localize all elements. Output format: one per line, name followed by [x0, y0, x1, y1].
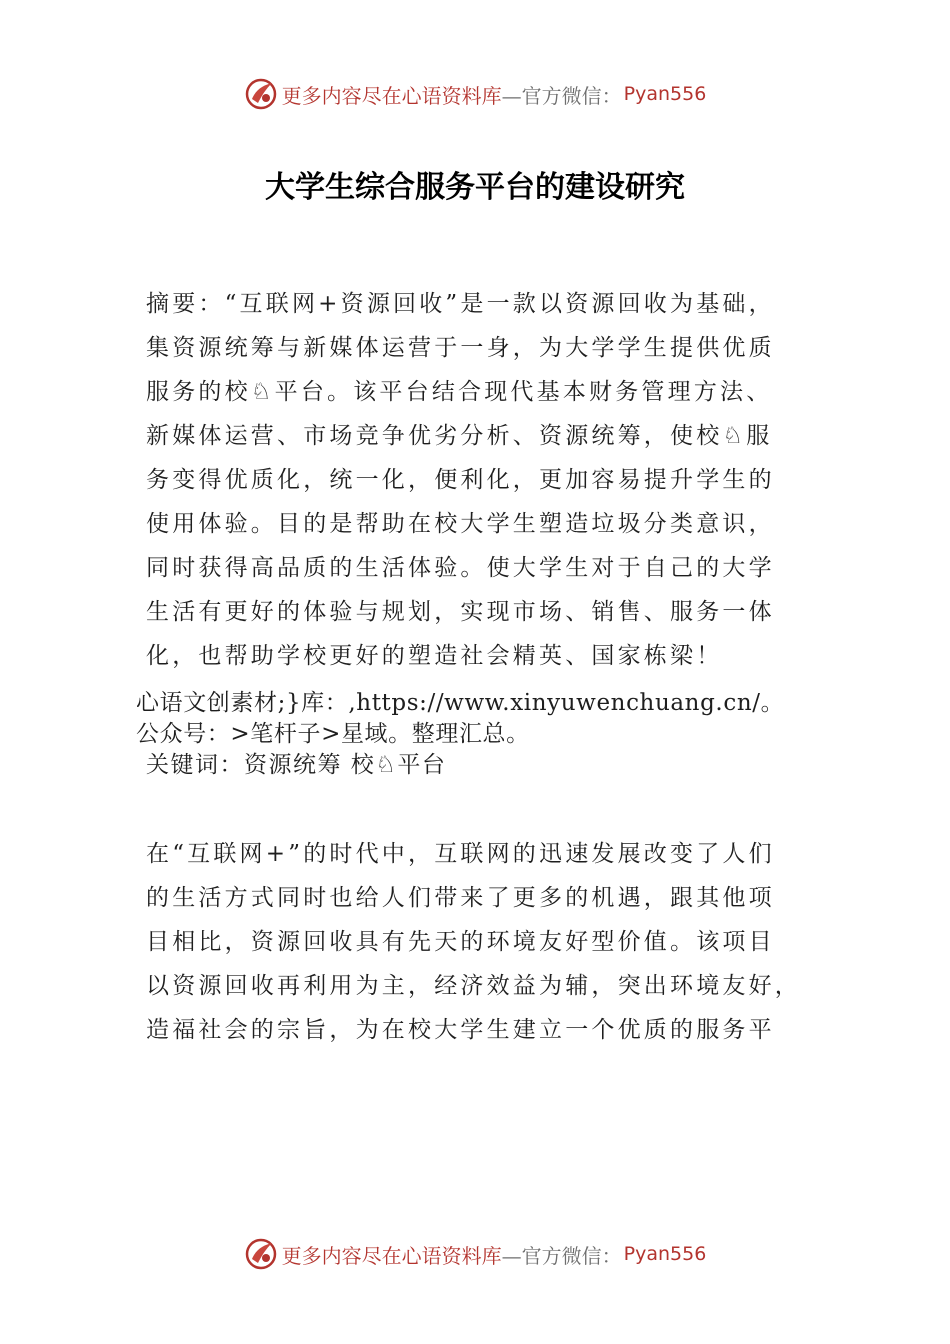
body-line: 造福社会的宗旨，为在校大学生建立一个优质的服务平 [146, 1017, 775, 1043]
source-note-website: 心语文创素材;}库：,https://www.xinyuwenchuang.cn/。 [136, 690, 785, 716]
banner-main-text: 更多内容尽在心语资料库 [281, 1243, 502, 1268]
banner-mid-text: —官方微信： [501, 1243, 622, 1268]
banner-wechat-id: Pyan556 [623, 1243, 707, 1265]
abstract-paragraph [146, 282, 808, 678]
abstract-line: 新媒体运营、市场竞争优劣分析、资源统筹，使校♘服 [146, 423, 773, 449]
abstract-line: 服务的校♘平台。该平台结合现代基本财务管理方法、 [146, 379, 773, 405]
abstract-line: 务变得优质化，统一化，便利化，更加容易提升学生的 [146, 467, 775, 493]
body-line: 以资源回收再利用为主，经济效益为辅，突出环境友好， [146, 973, 801, 999]
keywords-line: 关键词：资源统筹 校♘平台 [146, 752, 447, 778]
brand-logo-icon [244, 1237, 278, 1271]
banner-main-text: 更多内容尽在心语资料库 [281, 83, 502, 108]
abstract-line: 摘要：“互联网+资源回收”是一款以资源回收为基础， [146, 291, 775, 317]
footer-banner [0, 1234, 950, 1274]
banner-mid-text: —官方微信： [501, 83, 622, 108]
abstract-line: 集资源统筹与新媒体运营于一身，为大学学生提供优质 [146, 335, 775, 361]
header-banner [0, 74, 950, 114]
document-title: 大学生综合服务平台的建设研究 [265, 170, 685, 205]
brand-logo-icon [244, 77, 278, 111]
body-line: 目相比，资源回收具有先天的环境友好型价值。该项目 [146, 929, 775, 955]
abstract-line: 使用体验。目的是帮助在校大学生塑造垃圾分类意识， [146, 511, 775, 537]
source-note-account: 公众号：>笔杆子>星域。整理汇总。 [136, 721, 530, 747]
abstract-line: 生活有更好的体验与规划，实现市场、销售、服务一体 [146, 599, 775, 625]
abstract-line: 化，也帮助学校更好的塑造社会精英、国家栋梁！ [146, 643, 723, 669]
body-paragraph [146, 832, 808, 1052]
body-line: 在“互联网+”的时代中，互联网的迅速发展改变了人们 [146, 841, 775, 867]
abstract-line: 同时获得高品质的生活体验。使大学生对于自己的大学 [146, 555, 775, 581]
banner-wechat-id: Pyan556 [623, 83, 707, 105]
body-line: 的生活方式同时也给人们带来了更多的机遇，跟其他项 [146, 885, 775, 911]
